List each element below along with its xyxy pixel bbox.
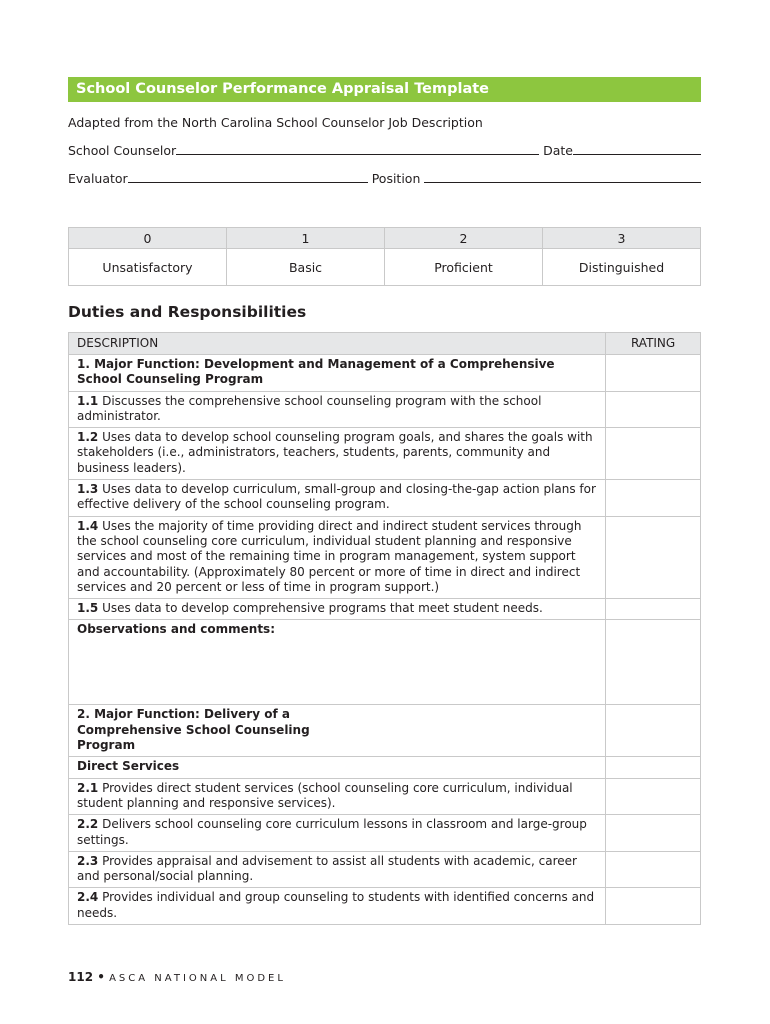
footer-model-name: ASCA NATIONAL MODEL (109, 973, 286, 984)
rating-cell[interactable] (606, 516, 701, 598)
scale-label-proficient: Proficient (385, 249, 543, 286)
evaluator-label: Evaluator (68, 171, 128, 186)
duty-number: 1.5 (77, 601, 99, 616)
observations-cell[interactable]: Observations and comments: (69, 620, 606, 705)
position-field[interactable] (424, 182, 701, 183)
footer-bullet: • (93, 970, 110, 984)
duty-text: Discusses the comprehensive school counseling program with the school administrator. (77, 393, 542, 423)
date-field[interactable] (573, 154, 701, 155)
duty-number: 1.4 (77, 518, 99, 533)
scale-label-distinguished: Distinguished (543, 249, 701, 286)
duty-row-1-2 (69, 428, 606, 480)
counselor-date-row (68, 143, 701, 158)
description-header: DESCRIPTION (69, 333, 606, 355)
major-function-2: 2. Major Function: Delivery of a Comprehensive School Counseling Program (69, 705, 606, 757)
evaluator-position-row (68, 171, 701, 186)
duty-row-2-1 (69, 778, 606, 815)
counselor-field[interactable] (176, 154, 539, 155)
duty-text: Provides appraisal and advisement to assist all students with academic, career and personal/social planning. (77, 853, 577, 884)
subtitle: Adapted from the North Carolina School Counselor Job Description (68, 115, 483, 130)
duty-text: Provides direct student services (school counseling core curriculum, individual student planning and responsive services). (77, 780, 573, 810)
duties-table (68, 332, 701, 925)
duty-row-1-1 (69, 391, 606, 428)
duty-text: Provides individual and group counseling to students with identified concerns and needs. (77, 890, 595, 920)
duty-text: Uses data to develop curriculum, small-group and closing-the-gap action plans for effective delivery of the school counseling program. (77, 482, 596, 512)
scale-number-2: 2 (385, 228, 543, 249)
section-heading: Duties and Responsibilities (68, 303, 307, 321)
rating-cell[interactable] (606, 851, 701, 888)
page-footer (68, 970, 286, 984)
scale-number-1: 1 (227, 228, 385, 249)
duty-number: 2.4 (77, 890, 99, 905)
date-label: Date (543, 143, 573, 158)
page-number: 112 (68, 970, 94, 984)
direct-services-heading: Direct Services (69, 757, 606, 778)
duty-text: Uses data to develop school counseling program goals, and shares the goals with stakeholders (i.e., administrators, teachers, students, parents, community and business leaders). (77, 430, 593, 475)
rating-header: RATING (606, 333, 701, 355)
evaluator-field[interactable] (128, 182, 368, 183)
duty-text: Uses data to develop comprehensive programs that meet student needs. (98, 601, 543, 616)
position-label: Position (371, 171, 421, 186)
scale-label-unsatisfactory: Unsatisfactory (69, 249, 227, 286)
duty-number: 1.2 (77, 430, 99, 445)
duty-number: 2.1 (77, 780, 99, 795)
rating-cell[interactable] (606, 391, 701, 428)
major-function-1: 1. Major Function: Development and Management of a Comprehensive School Counseling Program (69, 355, 606, 392)
rating-cell[interactable] (606, 815, 701, 852)
duty-number: 1.3 (77, 482, 99, 497)
rating-cell[interactable] (606, 355, 701, 392)
scale-number-0: 0 (69, 228, 227, 249)
rating-cell[interactable] (606, 705, 701, 757)
duty-text: Uses the majority of time providing direct and indirect student services through the school counseling core curriculum, individual student planning and responsive services and most of the remaining time in program management, system support and accountability. (Approximately 80 percent or more of time in direct and indirect services and 20 percent or less of time in program support.) (77, 518, 582, 594)
duty-row-2-2 (69, 815, 606, 852)
duty-row-1-5 (69, 599, 606, 620)
rating-cell[interactable] (606, 599, 701, 620)
rating-cell[interactable] (606, 778, 701, 815)
rating-scale-table (68, 227, 701, 286)
scale-number-3: 3 (543, 228, 701, 249)
duty-row-2-3 (69, 851, 606, 888)
rating-cell[interactable] (606, 428, 701, 480)
rating-cell[interactable] (606, 620, 701, 705)
rating-cell[interactable] (606, 480, 701, 517)
duty-text: Delivers school counseling core curriculum lessons in classroom and large-group settings. (77, 817, 587, 847)
duty-row-2-4 (69, 888, 606, 925)
scale-label-basic: Basic (227, 249, 385, 286)
counselor-label: School Counselor (68, 143, 177, 158)
duty-row-1-3 (69, 480, 606, 517)
rating-cell[interactable] (606, 757, 701, 778)
duty-number: 2.3 (77, 853, 99, 868)
duty-number: 1.1 (77, 393, 99, 408)
duty-row-1-4 (69, 516, 606, 598)
duty-number: 2.2 (77, 817, 99, 832)
page-title: School Counselor Performance Appraisal Template (68, 77, 701, 102)
rating-cell[interactable] (606, 888, 701, 925)
